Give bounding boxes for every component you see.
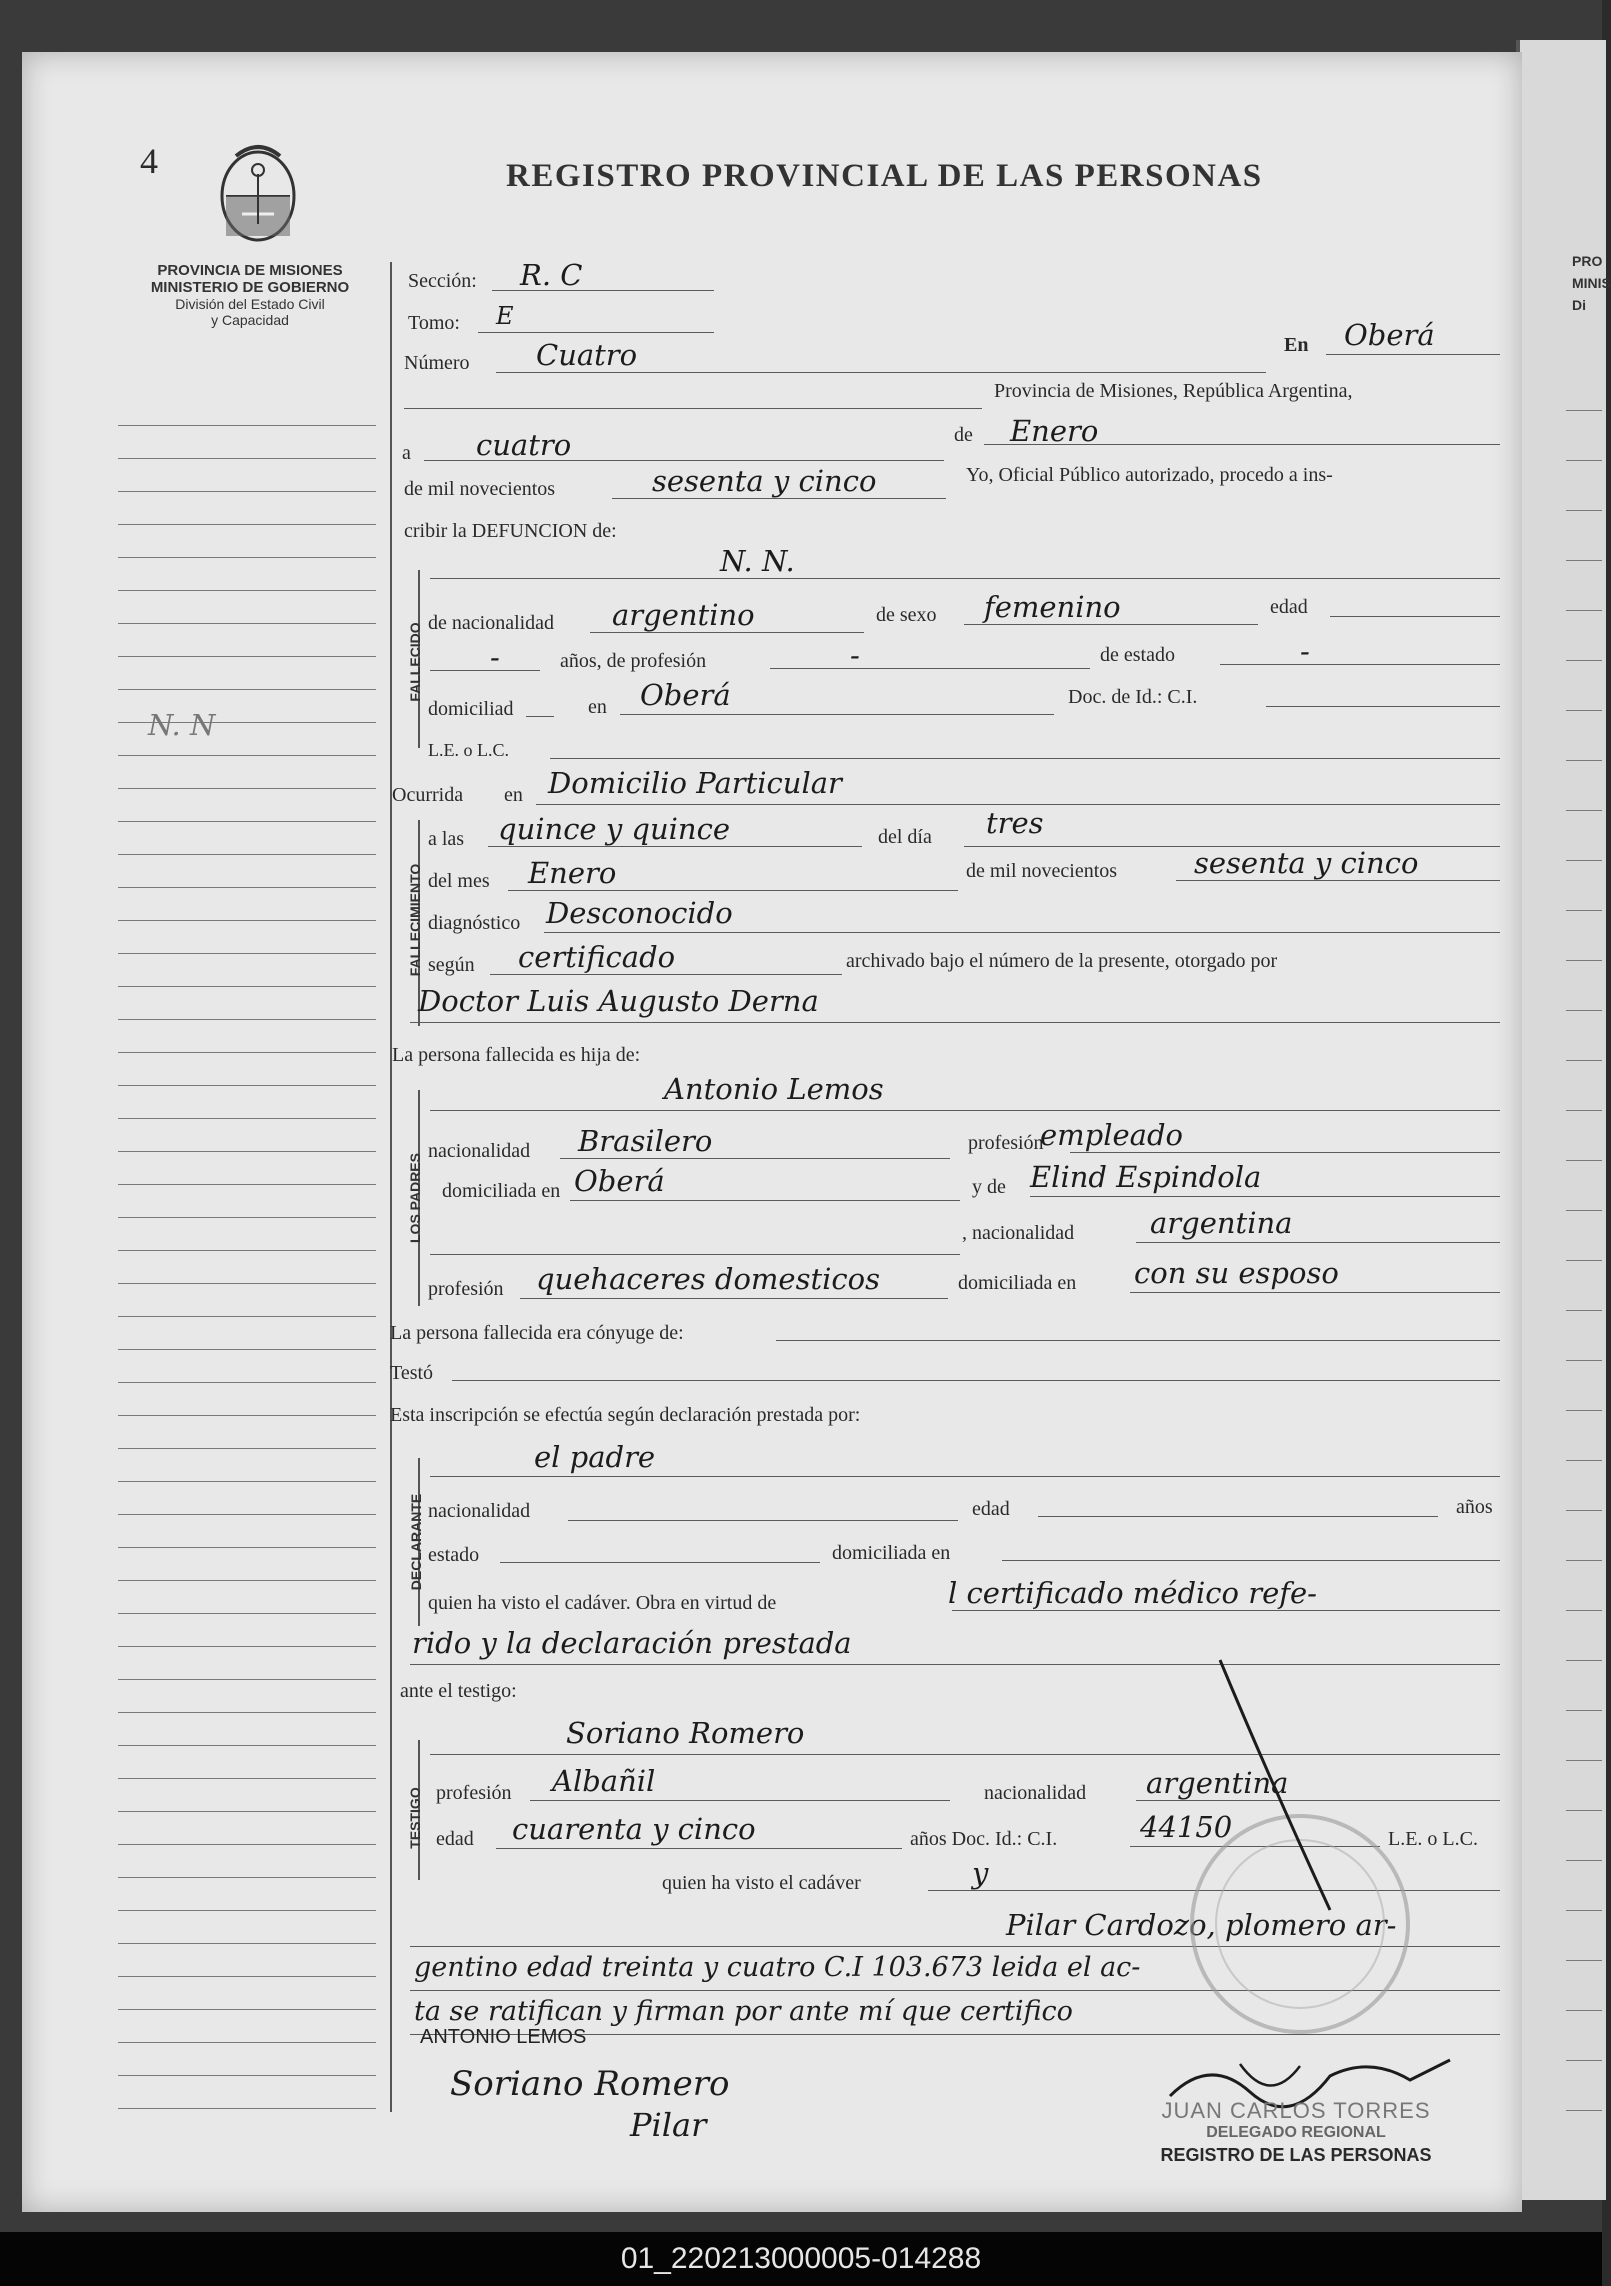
- testigo-section-label: TESTIGO: [407, 1787, 423, 1849]
- declaracion-label: Esta inscripción se efectúa según declaración prestada por:: [390, 1404, 861, 1426]
- anio-label: de mil novecientos: [966, 860, 1118, 882]
- edge-text-1: PRO: [1572, 253, 1603, 269]
- fallecido-sexo: femenino: [984, 590, 1121, 624]
- hija-label: La persona fallecida es hija de:: [392, 1044, 641, 1066]
- hora-label: a las: [428, 828, 465, 850]
- declarante-nacionalidad-label: nacionalidad: [428, 1500, 531, 1522]
- archivado-text: archivado bajo el número de la presente, otorgado por: [846, 950, 1278, 972]
- official-stamp: [1146, 2100, 1446, 2166]
- nacionalidad-label: de nacionalidad: [428, 612, 555, 634]
- en-label: En: [1284, 334, 1309, 356]
- doc-label: Doc. de Id.: C.I.: [1068, 686, 1198, 708]
- virtud-value-1: l certificado médico refe-: [948, 1576, 1317, 1610]
- mes-fallecimiento: Enero: [528, 856, 617, 890]
- fallecido-domicilio: Oberá: [640, 678, 731, 712]
- virtud-value-2: rido y la declaración prestada: [412, 1626, 852, 1660]
- madre-domiciliada-label: domiciliada en: [958, 1272, 1077, 1294]
- fallecido-edad: -: [490, 640, 500, 674]
- diagnostico-label: diagnóstico: [428, 912, 521, 934]
- medico-value: Doctor Luis Augusto Derna: [418, 984, 819, 1018]
- org-capacity: y Capacidad: [211, 312, 289, 328]
- padre-nombre: Antonio Lemos: [664, 1072, 884, 1106]
- adjacent-page-header: [1572, 250, 1611, 316]
- ante-testigo-label: ante el testigo:: [400, 1680, 517, 1702]
- declarante-nombre: el padre: [534, 1440, 656, 1474]
- mes-inscripcion-value: Enero: [1010, 414, 1099, 448]
- en-value: Oberá: [1344, 318, 1435, 352]
- official-role: DELEGADO REGIONAL: [1206, 2124, 1386, 2141]
- seccion-value: R. C: [520, 258, 583, 292]
- oficial-text: Yo, Oficial Público autorizado, procedo a ins-: [966, 464, 1333, 486]
- testigo-le-label: L.E. o L.C.: [1388, 1828, 1478, 1850]
- signature-soriano: Soriano Romero: [450, 2064, 730, 2104]
- testigo-nombre: Soriano Romero: [566, 1716, 805, 1750]
- testigo-y: y: [972, 1856, 989, 1890]
- testigo-edad-label: edad: [436, 1828, 474, 1850]
- madre-profesion: quehaceres domesticos: [536, 1262, 880, 1296]
- inscribir-text: cribir la DEFUNCION de:: [404, 520, 617, 542]
- testigo-edad: cuarenta y cinco: [512, 1812, 756, 1846]
- testo-label: Testó: [390, 1362, 434, 1384]
- signature-stroke-diagonal: [1200, 1660, 1350, 1920]
- padre-domicilio: Oberá: [574, 1164, 665, 1198]
- page-number: 4: [140, 141, 158, 181]
- org-province: PROVINCIA DE MISIONES: [157, 262, 343, 279]
- fallecido-estado: -: [1300, 634, 1310, 668]
- dia-inscripcion-value: cuatro: [476, 428, 572, 462]
- adjacent-page-edge: [1516, 40, 1606, 2200]
- dia-fallecimiento: tres: [986, 806, 1044, 840]
- numero-label: Número: [404, 352, 470, 374]
- tomo-label: Tomo:: [408, 312, 460, 334]
- ocurrida-label: Ocurrida: [392, 784, 464, 806]
- padre-nacionalidad: Brasilero: [578, 1124, 713, 1158]
- document-title: REGISTRO PROVINCIAL DE LAS PERSONAS: [506, 158, 1263, 194]
- testigo-nacionalidad: argentina: [1146, 1766, 1289, 1800]
- fallecimiento-section-label: FALLECIMIENTO: [407, 863, 423, 977]
- testigo-ci: 44150: [1140, 1810, 1233, 1844]
- madre-nombre: Elind Espindola: [1030, 1160, 1262, 1194]
- margin-note: N. N: [148, 708, 216, 742]
- sexo-label: de sexo: [876, 604, 937, 626]
- note-line-2: gentino edad treinta y cuatro C.I 103.673 leida el ac-: [414, 1952, 1141, 1983]
- domiciliada-label: domiciliada en: [442, 1180, 561, 1202]
- segun-label: según: [428, 954, 475, 976]
- lugar-fallecimiento: Domicilio Particular: [548, 766, 842, 800]
- padre-nacionalidad-label: nacionalidad: [428, 1140, 531, 1162]
- segun-value: certificado: [518, 940, 676, 974]
- diagnostico-value: Desconocido: [546, 896, 733, 930]
- declarante-anios-label: años: [1456, 1496, 1493, 1518]
- mil-label: de mil novecientos: [404, 478, 556, 500]
- madre-profesion-label: profesión: [428, 1278, 504, 1300]
- footer-image-id: 01_220213000005-014288: [0, 2232, 1602, 2286]
- testigo-doc-label: años Doc. Id.: C.I.: [910, 1828, 1058, 1850]
- org-division: División del Estado Civil: [175, 296, 325, 312]
- fallecido-nacionalidad: argentino: [612, 598, 755, 632]
- declarante-estado-label: estado: [428, 1544, 480, 1566]
- official-office: REGISTRO DE LAS PERSONAS: [1160, 2145, 1432, 2165]
- anio-inscripcion-value: sesenta y cinco: [652, 464, 877, 498]
- testigo-visto-label: quien ha visto el cadáver: [662, 1872, 861, 1894]
- padres-section-label: LOS PADRES: [407, 1153, 423, 1243]
- declarante-domiciliada-label: domiciliada en: [832, 1542, 951, 1564]
- printed-name-antonio: ANTONIO LEMOS: [420, 2026, 587, 2048]
- madre-nacionalidad: argentina: [1150, 1206, 1293, 1240]
- anios-label: años, de profesión: [560, 650, 707, 672]
- madre-nacionalidad-label: , nacionalidad: [962, 1222, 1075, 1244]
- declarante-edad-label: edad: [972, 1498, 1010, 1520]
- testigo-profesion: Albañil: [552, 1764, 656, 1798]
- declarante-section-label: DECLARANTE: [408, 1493, 424, 1591]
- numero-value: Cuatro: [536, 338, 638, 372]
- y-de-label: y de: [972, 1176, 1006, 1198]
- anio-fallecimiento: sesenta y cinco: [1194, 846, 1419, 880]
- edge-text-3: Di: [1572, 297, 1586, 313]
- official-name: JUAN CARLOS TORRES: [1161, 2098, 1431, 2123]
- a-label: a: [402, 442, 411, 464]
- issuing-authority-block: [120, 262, 380, 328]
- mes-label: del mes: [428, 870, 490, 892]
- edad-label: edad: [1270, 596, 1308, 618]
- de-label: de: [954, 424, 973, 446]
- coat-of-arms-icon: [212, 134, 304, 252]
- testigo-nacionalidad-label: nacionalidad: [984, 1782, 1087, 1804]
- main-column-rule: [390, 262, 392, 2112]
- org-ministry: MINISTERIO DE GOBIERNO: [150, 279, 350, 296]
- hora-value: quince y quince: [498, 812, 731, 846]
- padre-profesion: empleado: [1040, 1118, 1183, 1152]
- edge-text-2: MINIS: [1572, 275, 1611, 291]
- declarante-visto-label: quien ha visto el cadáver. Obra en virtud de: [428, 1592, 777, 1614]
- dia-label: del día: [878, 826, 932, 848]
- note-line-1: Pilar Cardozo, plomero ar-: [1006, 1908, 1397, 1942]
- padre-profesion-label: profesión: [968, 1132, 1044, 1154]
- fallecido-nombre: N. N.: [720, 544, 795, 578]
- testigo-profesion-label: profesión: [436, 1782, 512, 1804]
- estado-label: de estado: [1100, 644, 1175, 666]
- le-label: L.E. o L.C.: [428, 740, 509, 760]
- domicilio-label: domiciliad: [428, 698, 514, 720]
- fallecido-section-label: FALLECIDO: [407, 622, 423, 702]
- note-line-3: ta se ratifican y firman por ante mí que certifico: [414, 1996, 1073, 2027]
- ocurrida-en: en: [504, 784, 523, 806]
- conyuge-label: La persona fallecida era cónyuge de:: [390, 1322, 684, 1344]
- domicilio-en: en: [588, 696, 607, 718]
- fallecido-profesion: -: [850, 638, 860, 672]
- seccion-label: Sección:: [408, 270, 477, 292]
- signature-pilar: Pilar: [630, 2106, 707, 2144]
- provincia-text: Provincia de Misiones, República Argentina,: [994, 380, 1353, 402]
- tomo-value: E: [496, 302, 514, 330]
- madre-domicilio: con su esposo: [1134, 1256, 1339, 1290]
